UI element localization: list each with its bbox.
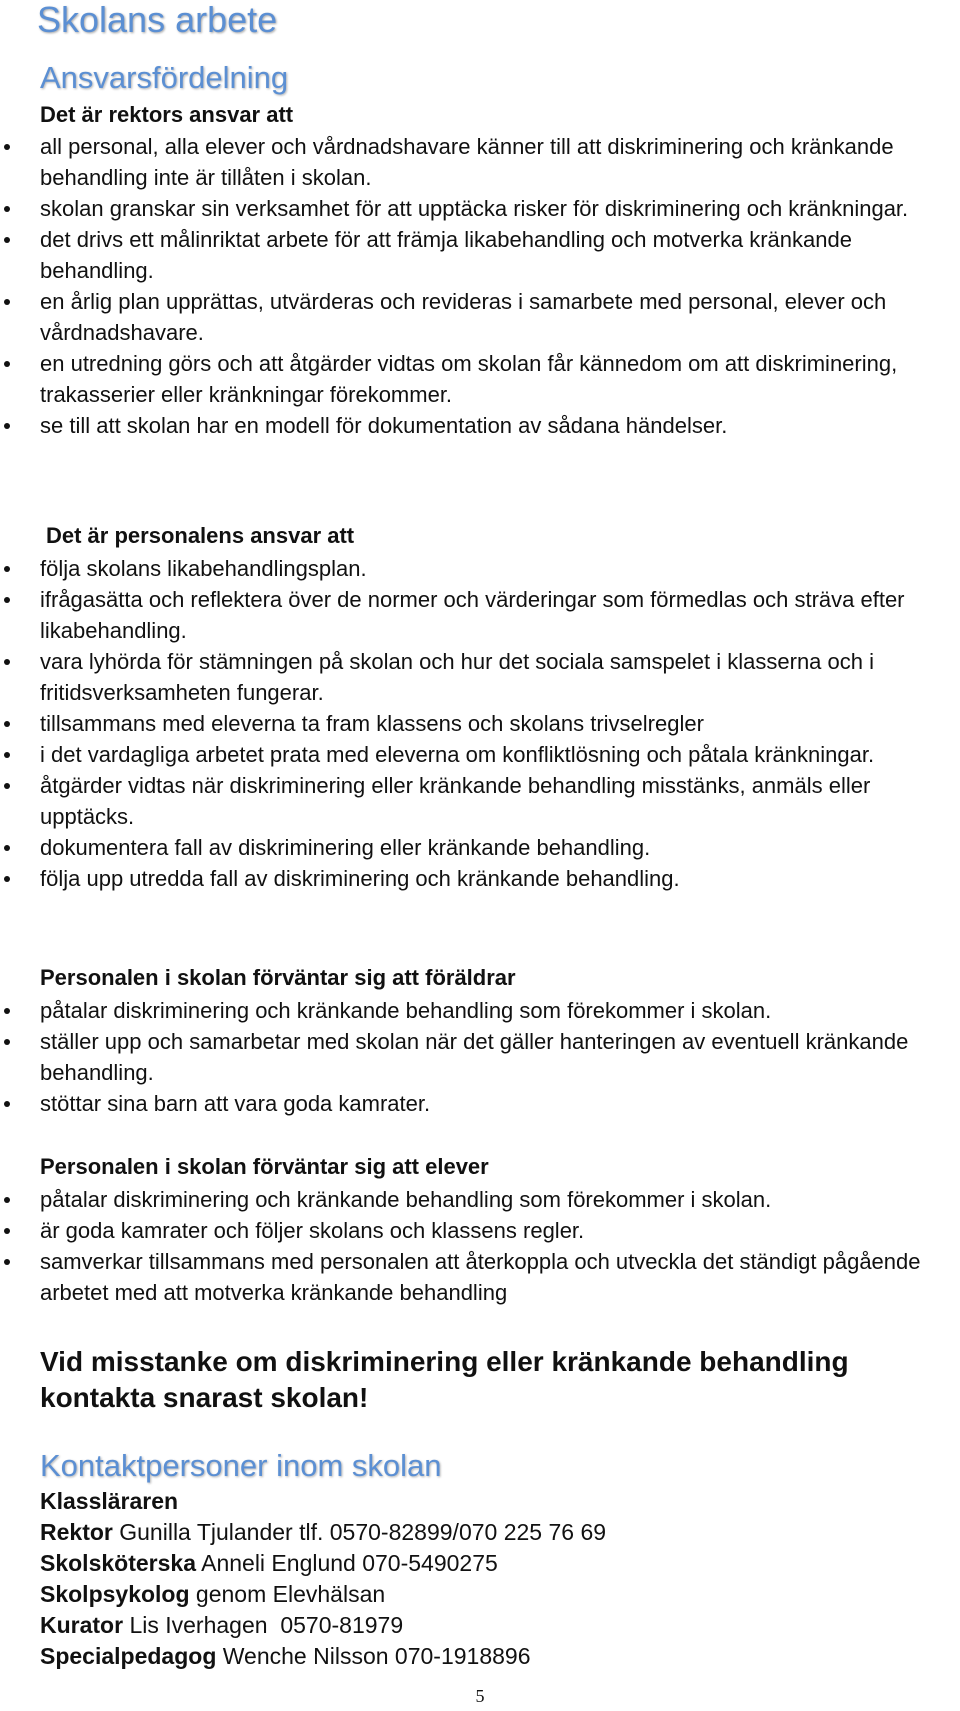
bullet-icon <box>4 1197 10 1203</box>
bullet-icon <box>4 1008 10 1014</box>
contact-row: Rektor Gunilla Tjulander tlf. 0570-82899/070 225 76 69 <box>40 1519 607 1545</box>
contact-row: Specialpedagog Wenche Nilsson 070-1918896 <box>40 1643 531 1669</box>
bullet-icon <box>4 566 10 572</box>
list-item: en årlig plan upprättas, utvärderas och revideras i samarbete med personal, elever och vårdnadshavare. <box>0 286 960 348</box>
list-rektor <box>0 131 960 441</box>
subheading-personal: Det är personalens ansvar att <box>46 523 355 548</box>
list-item: följa upp utredda fall av diskriminering och kränkande behandling. <box>0 863 960 894</box>
list-item: i det vardagliga arbetet prata med eleverna om konfliktlösning och påtala kränkningar. <box>0 739 960 770</box>
bullet-icon <box>4 206 10 212</box>
section-heading-kontaktpersoner: Kontaktpersoner inom skolan <box>40 1448 442 1483</box>
bullet-icon <box>4 876 10 882</box>
contact-row: Klassläraren <box>40 1488 179 1514</box>
bullet-icon <box>4 299 10 305</box>
bullet-icon <box>4 361 10 367</box>
subheading-rektor: Det är rektors ansvar att <box>40 102 294 127</box>
list-item: åtgärder vidtas när diskriminering eller kränkande behandling misstänks, anmäls eller upptäcks. <box>0 770 960 832</box>
list-item: ställer upp och samarbetar med skolan när det gäller hanteringen av eventuell kränkande behandling. <box>0 1026 960 1088</box>
bullet-icon <box>4 1101 10 1107</box>
bullet-icon <box>4 597 10 603</box>
list-item: se till att skolan har en modell för dokumentation av sådana händelser. <box>0 410 960 441</box>
contact-row: Skolsköterska Anneli Englund 070-5490275 <box>40 1550 498 1576</box>
bullet-icon <box>4 423 10 429</box>
list-item: det drivs ett målinriktat arbete för att främja likabehandling och motverka kränkande behandling. <box>0 224 960 286</box>
list-item: skolan granskar sin verksamhet för att upptäcka risker för diskriminering och kränkningar. <box>0 193 960 224</box>
list-item: dokumentera fall av diskriminering eller kränkande behandling. <box>0 832 960 863</box>
list-personal <box>0 553 960 894</box>
list-item: all personal, alla elever och vårdnadshavare känner till att diskriminering och kränkande behandling inte är tillåten i skolan. <box>0 131 960 193</box>
bullet-icon <box>4 783 10 789</box>
bullet-icon <box>4 845 10 851</box>
list-foraldrar <box>0 995 960 1119</box>
list-item: vara lyhörda för stämningen på skolan och hur det sociala samspelet i klasserna och i fritidsverksamheten fungerar. <box>0 646 960 708</box>
page-number: 5 <box>475 1686 485 1706</box>
bullet-icon <box>4 659 10 665</box>
bullet-icon <box>4 144 10 150</box>
list-item: ifrågasätta och reflektera över de normer och värderingar som förmedlas och sträva efter likabehandling. <box>0 584 960 646</box>
list-item: följa skolans likabehandlingsplan. <box>0 553 960 584</box>
subheading-foraldrar: Personalen i skolan förväntar sig att föräldrar <box>40 965 516 990</box>
list-item: stöttar sina barn att vara goda kamrater. <box>0 1088 960 1119</box>
list-item: samverkar tillsammans med personalen att återkoppla och utveckla det ständigt pågående arbetet med att motverka kränkande behandling <box>0 1246 960 1308</box>
bullet-icon <box>4 1039 10 1045</box>
list-item: är goda kamrater och följer skolans och klassens regler. <box>0 1215 960 1246</box>
contact-row: Skolpsykolog genom Elevhälsan <box>40 1581 386 1607</box>
bullet-icon <box>4 1228 10 1234</box>
contact-list <box>40 1486 606 1672</box>
section-heading-ansvarsfordelning: Ansvarsfördelning <box>40 60 289 95</box>
list-item: tillsammans med eleverna ta fram klassens och skolans trivselregler <box>0 708 960 739</box>
bullet-icon <box>4 237 10 243</box>
subheading-elever: Personalen i skolan förväntar sig att elever <box>40 1154 489 1179</box>
bullet-icon <box>4 1259 10 1265</box>
list-elever <box>0 1184 960 1308</box>
list-item: påtalar diskriminering och kränkande behandling som förekommer i skolan. <box>0 1184 960 1215</box>
list-item: en utredning görs och att åtgärder vidtas om skolan får kännedom om att diskriminering, trakasserier eller kränkningar förekommer. <box>0 348 960 410</box>
page-title: Skolans arbete <box>37 0 278 40</box>
warning-notice: Vid misstanke om diskriminering eller kränkande behandling kontakta snarast skolan! <box>40 1346 849 1413</box>
list-item: påtalar diskriminering och kränkande behandling som förekommer i skolan. <box>0 995 960 1026</box>
contact-row: Kurator Lis Iverhagen 0570-81979 <box>40 1612 404 1638</box>
bullet-icon <box>4 752 10 758</box>
bullet-icon <box>4 721 10 727</box>
